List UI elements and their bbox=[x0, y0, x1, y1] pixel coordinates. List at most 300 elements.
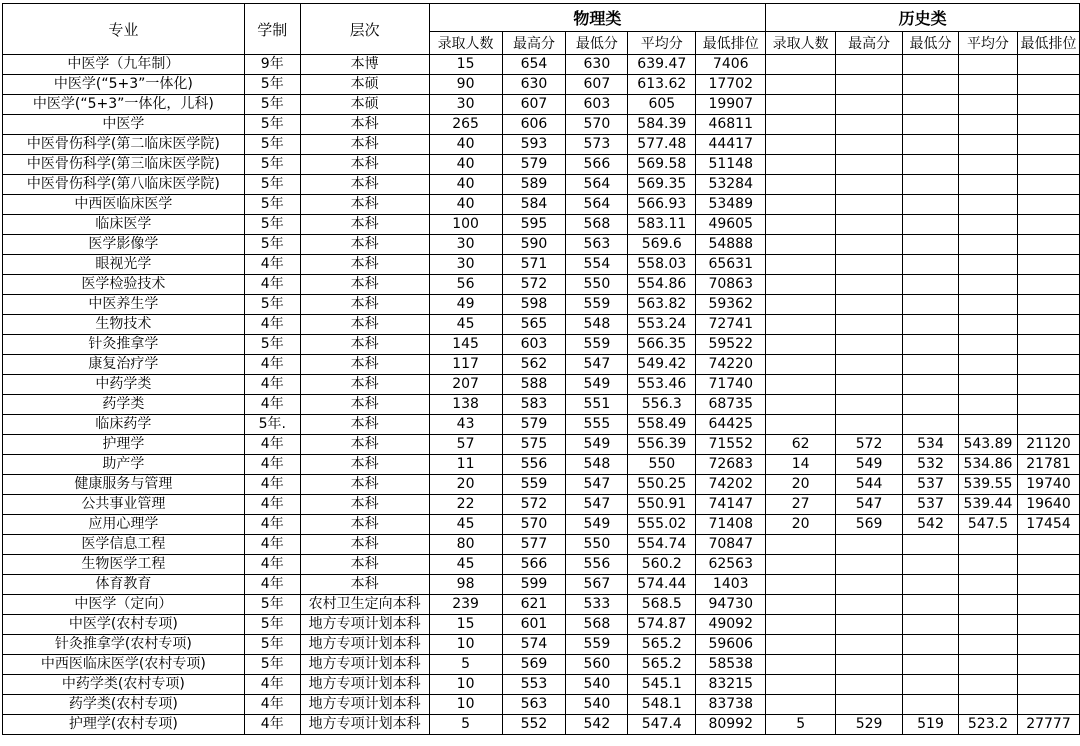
cell-history-rank bbox=[1017, 655, 1079, 675]
cell-physics-min: 542 bbox=[566, 715, 628, 735]
cell-duration: 5年 bbox=[244, 635, 300, 655]
cell-history-min bbox=[903, 55, 959, 75]
cell-physics-enrolled: 98 bbox=[429, 575, 502, 595]
cell-major: 护理学 bbox=[3, 435, 245, 455]
cell-history-rank bbox=[1017, 195, 1079, 215]
cell-history-min bbox=[903, 695, 959, 715]
cell-duration: 5年 bbox=[244, 655, 300, 675]
cell-history-max bbox=[836, 315, 903, 335]
cell-physics-min: 564 bbox=[566, 175, 628, 195]
cell-duration: 4年 bbox=[244, 315, 300, 335]
cell-physics-avg: 566.93 bbox=[628, 195, 696, 215]
table-row bbox=[3, 375, 1080, 395]
cell-history-avg bbox=[958, 315, 1017, 335]
cell-level: 地方专项计划本科 bbox=[300, 635, 429, 655]
cell-physics-max: 556 bbox=[502, 455, 566, 475]
cell-duration: 5年 bbox=[244, 115, 300, 135]
table-row bbox=[3, 555, 1080, 575]
cell-physics-avg: 550.91 bbox=[628, 495, 696, 515]
cell-history-enrolled bbox=[766, 55, 836, 75]
cell-history-rank bbox=[1017, 335, 1079, 355]
table-row bbox=[3, 455, 1080, 475]
cell-level: 本科 bbox=[300, 195, 429, 215]
cell-history-rank bbox=[1017, 275, 1079, 295]
cell-physics-min: 548 bbox=[566, 455, 628, 475]
cell-history-max: 544 bbox=[836, 475, 903, 495]
cell-level: 本科 bbox=[300, 315, 429, 335]
cell-physics-min: 559 bbox=[566, 635, 628, 655]
cell-physics-rank: 94730 bbox=[696, 595, 766, 615]
cell-physics-avg: 553.46 bbox=[628, 375, 696, 395]
cell-history-enrolled bbox=[766, 235, 836, 255]
cell-duration: 5年 bbox=[244, 235, 300, 255]
cell-history-min bbox=[903, 675, 959, 695]
cell-history-avg bbox=[958, 115, 1017, 135]
cell-level: 地方专项计划本科 bbox=[300, 675, 429, 695]
table-row bbox=[3, 235, 1080, 255]
cell-physics-rank: 72683 bbox=[696, 455, 766, 475]
cell-history-max: 572 bbox=[836, 435, 903, 455]
cell-history-avg bbox=[958, 155, 1017, 175]
cell-history-rank: 21781 bbox=[1017, 455, 1079, 475]
cell-physics-avg: 550 bbox=[628, 455, 696, 475]
cell-physics-rank: 59606 bbox=[696, 635, 766, 655]
cell-history-avg bbox=[958, 175, 1017, 195]
cell-physics-max: 603 bbox=[502, 335, 566, 355]
cell-duration: 4年 bbox=[244, 255, 300, 275]
cell-physics-avg: 565.2 bbox=[628, 655, 696, 675]
cell-history-min: 537 bbox=[903, 475, 959, 495]
cell-history-enrolled bbox=[766, 315, 836, 335]
cell-major: 中医骨伤科学(第二临床医学院) bbox=[3, 135, 245, 155]
cell-major: 中医学(“5+3”一体化，儿科) bbox=[3, 95, 245, 115]
cell-level: 本科 bbox=[300, 495, 429, 515]
cell-physics-enrolled: 5 bbox=[429, 715, 502, 735]
cell-major: 中医学（九年制） bbox=[3, 55, 245, 75]
cell-history-min bbox=[903, 215, 959, 235]
cell-history-avg bbox=[958, 615, 1017, 635]
cell-physics-enrolled: 11 bbox=[429, 455, 502, 475]
cell-history-rank bbox=[1017, 375, 1079, 395]
cell-physics-rank: 62563 bbox=[696, 555, 766, 575]
cell-history-enrolled bbox=[766, 215, 836, 235]
cell-major: 中医养生学 bbox=[3, 295, 245, 315]
cell-physics-min: 550 bbox=[566, 535, 628, 555]
cell-history-max bbox=[836, 115, 903, 135]
cell-physics-min: 549 bbox=[566, 375, 628, 395]
cell-duration: 4年 bbox=[244, 695, 300, 715]
header-history-min: 最低分 bbox=[903, 32, 959, 55]
cell-history-max bbox=[836, 595, 903, 615]
cell-history-min: 542 bbox=[903, 515, 959, 535]
cell-physics-avg: 569.6 bbox=[628, 235, 696, 255]
cell-major: 康复治疗学 bbox=[3, 355, 245, 375]
cell-physics-min: 570 bbox=[566, 115, 628, 135]
cell-physics-rank: 19907 bbox=[696, 95, 766, 115]
cell-history-max bbox=[836, 355, 903, 375]
cell-level: 本科 bbox=[300, 135, 429, 155]
cell-duration: 9年 bbox=[244, 55, 300, 75]
cell-physics-rank: 44417 bbox=[696, 135, 766, 155]
cell-physics-max: 579 bbox=[502, 415, 566, 435]
cell-history-enrolled bbox=[766, 695, 836, 715]
cell-history-enrolled bbox=[766, 655, 836, 675]
cell-history-enrolled: 20 bbox=[766, 475, 836, 495]
header-physics-min: 最低分 bbox=[566, 32, 628, 55]
cell-history-enrolled: 62 bbox=[766, 435, 836, 455]
cell-history-min: 532 bbox=[903, 455, 959, 475]
cell-physics-max: 559 bbox=[502, 475, 566, 495]
cell-history-min bbox=[903, 535, 959, 555]
cell-physics-min: 550 bbox=[566, 275, 628, 295]
cell-physics-rank: 74147 bbox=[696, 495, 766, 515]
cell-level: 本科 bbox=[300, 115, 429, 135]
cell-physics-rank: 51148 bbox=[696, 155, 766, 175]
cell-history-avg bbox=[958, 675, 1017, 695]
cell-history-max bbox=[836, 295, 903, 315]
cell-history-max bbox=[836, 175, 903, 195]
cell-duration: 5年 bbox=[244, 195, 300, 215]
cell-history-enrolled bbox=[766, 75, 836, 95]
cell-physics-min: 540 bbox=[566, 675, 628, 695]
cell-history-rank bbox=[1017, 135, 1079, 155]
cell-level: 本科 bbox=[300, 355, 429, 375]
cell-physics-max: 562 bbox=[502, 355, 566, 375]
cell-major: 中药学类(农村专项) bbox=[3, 675, 245, 695]
table-row bbox=[3, 515, 1080, 535]
cell-history-enrolled: 14 bbox=[766, 455, 836, 475]
cell-physics-avg: 605 bbox=[628, 95, 696, 115]
cell-duration: 4年 bbox=[244, 515, 300, 535]
cell-physics-enrolled: 239 bbox=[429, 595, 502, 615]
cell-history-enrolled bbox=[766, 355, 836, 375]
table-row bbox=[3, 675, 1080, 695]
cell-level: 本科 bbox=[300, 215, 429, 235]
cell-history-avg bbox=[958, 135, 1017, 155]
cell-physics-min: 547 bbox=[566, 475, 628, 495]
cell-history-enrolled bbox=[766, 255, 836, 275]
cell-physics-avg: 556.39 bbox=[628, 435, 696, 455]
table-row bbox=[3, 575, 1080, 595]
cell-history-avg bbox=[958, 415, 1017, 435]
cell-physics-enrolled: 30 bbox=[429, 95, 502, 115]
cell-history-max: 569 bbox=[836, 515, 903, 535]
cell-physics-enrolled: 20 bbox=[429, 475, 502, 495]
cell-history-enrolled bbox=[766, 115, 836, 135]
cell-physics-enrolled: 10 bbox=[429, 675, 502, 695]
cell-physics-max: 590 bbox=[502, 235, 566, 255]
cell-history-enrolled bbox=[766, 135, 836, 155]
cell-physics-rank: 49605 bbox=[696, 215, 766, 235]
cell-physics-min: 555 bbox=[566, 415, 628, 435]
table-row bbox=[3, 115, 1080, 135]
cell-history-min bbox=[903, 235, 959, 255]
cell-history-max bbox=[836, 415, 903, 435]
cell-history-rank bbox=[1017, 555, 1079, 575]
table-header bbox=[3, 4, 1080, 55]
cell-duration: 4年 bbox=[244, 355, 300, 375]
cell-history-min bbox=[903, 415, 959, 435]
table-row bbox=[3, 435, 1080, 455]
cell-physics-enrolled: 145 bbox=[429, 335, 502, 355]
cell-history-enrolled bbox=[766, 195, 836, 215]
header-physics-group: 物理类 bbox=[429, 4, 766, 32]
cell-history-max bbox=[836, 555, 903, 575]
table-row bbox=[3, 175, 1080, 195]
cell-major: 中医骨伤科学(第三临床医学院) bbox=[3, 155, 245, 175]
cell-physics-rank: 83738 bbox=[696, 695, 766, 715]
cell-history-avg bbox=[958, 375, 1017, 395]
cell-history-avg bbox=[958, 95, 1017, 115]
cell-physics-enrolled: 56 bbox=[429, 275, 502, 295]
cell-history-max bbox=[836, 75, 903, 95]
cell-physics-rank: 72741 bbox=[696, 315, 766, 335]
cell-physics-enrolled: 45 bbox=[429, 515, 502, 535]
cell-level: 本科 bbox=[300, 335, 429, 355]
table-body bbox=[3, 55, 1080, 735]
cell-history-max bbox=[836, 395, 903, 415]
cell-physics-max: 574 bbox=[502, 635, 566, 655]
cell-physics-min: 560 bbox=[566, 655, 628, 675]
cell-level: 本硕 bbox=[300, 75, 429, 95]
cell-physics-max: 572 bbox=[502, 275, 566, 295]
cell-physics-avg: 577.48 bbox=[628, 135, 696, 155]
cell-physics-max: 563 bbox=[502, 695, 566, 715]
cell-duration: 5年 bbox=[244, 215, 300, 235]
cell-major: 中医学（定向） bbox=[3, 595, 245, 615]
cell-history-rank bbox=[1017, 695, 1079, 715]
cell-duration: 5年 bbox=[244, 595, 300, 615]
cell-history-min bbox=[903, 555, 959, 575]
table-row bbox=[3, 95, 1080, 115]
cell-physics-enrolled: 45 bbox=[429, 555, 502, 575]
cell-physics-avg: 555.02 bbox=[628, 515, 696, 535]
cell-history-max bbox=[836, 575, 903, 595]
cell-major: 临床医学 bbox=[3, 215, 245, 235]
cell-physics-avg: 556.3 bbox=[628, 395, 696, 415]
cell-history-max bbox=[836, 95, 903, 115]
cell-history-min bbox=[903, 175, 959, 195]
cell-duration: 5年 bbox=[244, 615, 300, 635]
cell-history-avg bbox=[958, 695, 1017, 715]
cell-level: 本科 bbox=[300, 375, 429, 395]
cell-physics-avg: 639.47 bbox=[628, 55, 696, 75]
cell-major: 生物技术 bbox=[3, 315, 245, 335]
cell-history-max bbox=[836, 655, 903, 675]
cell-physics-rank: 53489 bbox=[696, 195, 766, 215]
cell-history-avg: 543.89 bbox=[958, 435, 1017, 455]
cell-major: 针灸推拿学 bbox=[3, 335, 245, 355]
cell-level: 本科 bbox=[300, 255, 429, 275]
cell-physics-enrolled: 265 bbox=[429, 115, 502, 135]
cell-history-rank bbox=[1017, 415, 1079, 435]
cell-history-max bbox=[836, 135, 903, 155]
cell-physics-rank: 17702 bbox=[696, 75, 766, 95]
cell-history-enrolled bbox=[766, 615, 836, 635]
cell-physics-min: 563 bbox=[566, 235, 628, 255]
cell-physics-avg: 574.44 bbox=[628, 575, 696, 595]
cell-history-enrolled: 27 bbox=[766, 495, 836, 515]
cell-history-avg bbox=[958, 655, 1017, 675]
cell-duration: 5年 bbox=[244, 75, 300, 95]
cell-physics-rank: 68735 bbox=[696, 395, 766, 415]
header-physics-enrolled: 录取人数 bbox=[429, 32, 502, 55]
cell-major: 中西医临床医学 bbox=[3, 195, 245, 215]
cell-physics-max: 588 bbox=[502, 375, 566, 395]
cell-history-enrolled bbox=[766, 375, 836, 395]
cell-physics-avg: 549.42 bbox=[628, 355, 696, 375]
cell-physics-rank: 58538 bbox=[696, 655, 766, 675]
cell-physics-min: 564 bbox=[566, 195, 628, 215]
table-row bbox=[3, 135, 1080, 155]
cell-physics-max: 598 bbox=[502, 295, 566, 315]
cell-history-enrolled bbox=[766, 575, 836, 595]
cell-history-rank bbox=[1017, 155, 1079, 175]
cell-history-avg bbox=[958, 355, 1017, 375]
cell-physics-rank: 49092 bbox=[696, 615, 766, 635]
cell-history-min bbox=[903, 655, 959, 675]
cell-history-min bbox=[903, 395, 959, 415]
cell-physics-enrolled: 138 bbox=[429, 395, 502, 415]
cell-level: 地方专项计划本科 bbox=[300, 695, 429, 715]
cell-history-min bbox=[903, 615, 959, 635]
cell-physics-min: 559 bbox=[566, 295, 628, 315]
cell-physics-enrolled: 100 bbox=[429, 215, 502, 235]
cell-physics-rank: 54888 bbox=[696, 235, 766, 255]
cell-history-max: 549 bbox=[836, 455, 903, 475]
cell-physics-rank: 74202 bbox=[696, 475, 766, 495]
cell-physics-avg: 566.35 bbox=[628, 335, 696, 355]
cell-history-enrolled: 5 bbox=[766, 715, 836, 735]
cell-level: 本硕 bbox=[300, 95, 429, 115]
cell-major: 助产学 bbox=[3, 455, 245, 475]
cell-physics-min: 568 bbox=[566, 215, 628, 235]
cell-major: 健康服务与管理 bbox=[3, 475, 245, 495]
cell-physics-max: 595 bbox=[502, 215, 566, 235]
cell-history-max bbox=[836, 55, 903, 75]
cell-duration: 4年 bbox=[244, 575, 300, 595]
cell-major: 临床药学 bbox=[3, 415, 245, 435]
cell-physics-max: 575 bbox=[502, 435, 566, 455]
table-row bbox=[3, 275, 1080, 295]
cell-physics-max: 571 bbox=[502, 255, 566, 275]
cell-history-rank bbox=[1017, 535, 1079, 555]
table-row bbox=[3, 595, 1080, 615]
cell-history-rank bbox=[1017, 75, 1079, 95]
cell-major: 生物医学工程 bbox=[3, 555, 245, 575]
cell-history-rank bbox=[1017, 115, 1079, 135]
cell-level: 本科 bbox=[300, 155, 429, 175]
cell-physics-min: 547 bbox=[566, 495, 628, 515]
cell-physics-rank: 53284 bbox=[696, 175, 766, 195]
cell-physics-max: 553 bbox=[502, 675, 566, 695]
cell-level: 本科 bbox=[300, 295, 429, 315]
cell-duration: 5年 bbox=[244, 335, 300, 355]
cell-physics-min: 549 bbox=[566, 435, 628, 455]
admission-score-sheet bbox=[2, 3, 1080, 735]
cell-history-min bbox=[903, 635, 959, 655]
cell-duration: 4年 bbox=[244, 475, 300, 495]
cell-physics-min: 533 bbox=[566, 595, 628, 615]
cell-history-min bbox=[903, 375, 959, 395]
cell-level: 本科 bbox=[300, 175, 429, 195]
cell-major: 公共事业管理 bbox=[3, 495, 245, 515]
cell-physics-avg: 548.1 bbox=[628, 695, 696, 715]
cell-history-max bbox=[836, 255, 903, 275]
cell-physics-enrolled: 30 bbox=[429, 235, 502, 255]
cell-physics-min: 559 bbox=[566, 335, 628, 355]
cell-major: 中医骨伤科学(第八临床医学院) bbox=[3, 175, 245, 195]
cell-level: 本科 bbox=[300, 515, 429, 535]
cell-physics-max: 601 bbox=[502, 615, 566, 635]
cell-physics-max: 606 bbox=[502, 115, 566, 135]
table-row bbox=[3, 535, 1080, 555]
header-history-avg: 平均分 bbox=[958, 32, 1017, 55]
cell-physics-max: 577 bbox=[502, 535, 566, 555]
table-row bbox=[3, 695, 1080, 715]
cell-history-avg bbox=[958, 55, 1017, 75]
cell-history-rank bbox=[1017, 315, 1079, 335]
cell-level: 本科 bbox=[300, 435, 429, 455]
cell-physics-rank: 7406 bbox=[696, 55, 766, 75]
cell-history-rank bbox=[1017, 175, 1079, 195]
cell-history-avg bbox=[958, 215, 1017, 235]
cell-history-rank bbox=[1017, 395, 1079, 415]
cell-physics-min: 566 bbox=[566, 155, 628, 175]
cell-physics-max: 599 bbox=[502, 575, 566, 595]
cell-physics-rank: 71552 bbox=[696, 435, 766, 455]
cell-major: 针灸推拿学(农村专项) bbox=[3, 635, 245, 655]
cell-major: 中医学(“5+3”一体化) bbox=[3, 75, 245, 95]
cell-physics-rank: 70863 bbox=[696, 275, 766, 295]
cell-major: 药学类 bbox=[3, 395, 245, 415]
cell-history-min bbox=[903, 95, 959, 115]
cell-history-max bbox=[836, 275, 903, 295]
cell-history-rank bbox=[1017, 675, 1079, 695]
cell-level: 地方专项计划本科 bbox=[300, 615, 429, 635]
cell-physics-rank: 46811 bbox=[696, 115, 766, 135]
cell-major: 中西医临床医学(农村专项) bbox=[3, 655, 245, 675]
cell-physics-max: 621 bbox=[502, 595, 566, 615]
cell-physics-min: 551 bbox=[566, 395, 628, 415]
cell-duration: 4年 bbox=[244, 715, 300, 735]
table-row bbox=[3, 155, 1080, 175]
cell-physics-enrolled: 10 bbox=[429, 635, 502, 655]
cell-major: 护理学(农村专项) bbox=[3, 715, 245, 735]
cell-history-max bbox=[836, 615, 903, 635]
cell-duration: 4年 bbox=[244, 495, 300, 515]
table-row bbox=[3, 195, 1080, 215]
cell-history-avg bbox=[958, 555, 1017, 575]
cell-level: 本科 bbox=[300, 535, 429, 555]
table-row bbox=[3, 475, 1080, 495]
cell-history-rank: 17454 bbox=[1017, 515, 1079, 535]
header-physics-max: 最高分 bbox=[502, 32, 566, 55]
cell-physics-max: 572 bbox=[502, 495, 566, 515]
cell-level: 本科 bbox=[300, 235, 429, 255]
cell-physics-min: 568 bbox=[566, 615, 628, 635]
table-row bbox=[3, 215, 1080, 235]
table-row bbox=[3, 415, 1080, 435]
cell-history-avg bbox=[958, 535, 1017, 555]
cell-history-rank bbox=[1017, 595, 1079, 615]
cell-history-max bbox=[836, 635, 903, 655]
cell-history-rank bbox=[1017, 615, 1079, 635]
cell-history-enrolled bbox=[766, 555, 836, 575]
cell-physics-avg: 558.49 bbox=[628, 415, 696, 435]
cell-major: 中药学类 bbox=[3, 375, 245, 395]
cell-physics-enrolled: 15 bbox=[429, 55, 502, 75]
